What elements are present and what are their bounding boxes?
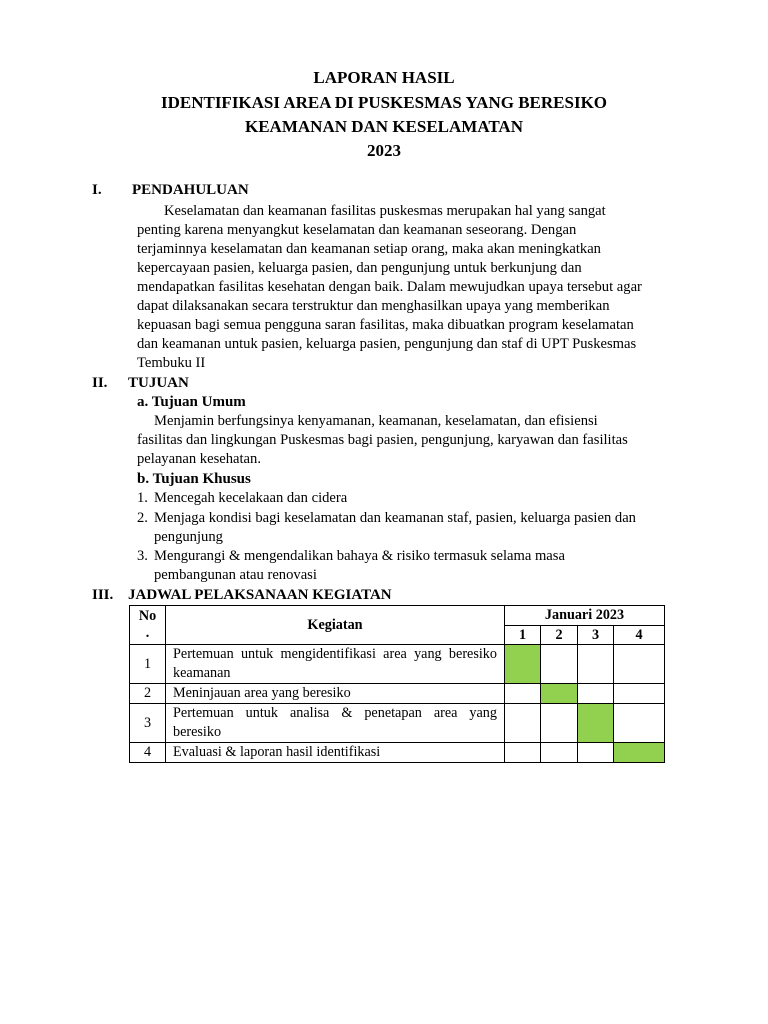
- intro-line-4: kepercayaan pasien, keluarga pasien, dan pengunjung untuk berkunjung dan: [137, 260, 582, 276]
- header-activity: Kegiatan: [166, 606, 505, 645]
- list-item-2-text-line-1: Menjaga kondisi bagi keselamatan dan keamanan staf, pasien, keluarga pasien dan: [154, 510, 636, 526]
- section-3-number: III.: [92, 587, 114, 603]
- intro-line-6: dapat dilaksanakan secara terstruktur dan menghasilkan upaya yang memberikan: [137, 298, 610, 314]
- intro-line-9: Tembuku II: [137, 355, 206, 371]
- section-3-heading: JADWAL PELAKSANAAN KEGIATAN: [128, 587, 392, 603]
- row-3-no: 3: [130, 704, 166, 743]
- intro-line-3: terjaminnya keselamatan dan keamanan setiap orang, maka akan meningkatkan: [137, 241, 601, 257]
- row-2-no: 2: [130, 684, 166, 704]
- table-row: [130, 684, 665, 704]
- header-week-3: 3: [578, 626, 614, 645]
- row-3-week-3-marker: [578, 704, 614, 743]
- intro-line-7: kepuasan bagi semua pengguna saran fasilitas, maka dibuatkan program keselamatan: [137, 317, 634, 333]
- section-2-number: II.: [92, 375, 108, 391]
- list-item-1-number: 1.: [137, 490, 148, 506]
- row-1-no: 1: [130, 645, 166, 684]
- list-item-2-text-line-2: pengunjung: [154, 529, 223, 545]
- row-2-week-1: [505, 684, 541, 704]
- report-title-year: 2023: [367, 141, 401, 160]
- row-3-week-1: [505, 704, 541, 743]
- header-no-dot: .: [145, 625, 150, 641]
- row-4-week-3: [578, 743, 614, 763]
- tujuan-umum-line-1: Menjamin berfungsinya kenyamanan, keamanan, keselamatan, dan efisiensi: [154, 413, 598, 429]
- table-header-row: [130, 606, 665, 626]
- row-4-activity: Evaluasi & laporan hasil identifikasi: [166, 743, 505, 763]
- row-2-week-2-marker: [541, 684, 578, 704]
- row-4-week-1: [505, 743, 541, 763]
- intro-line-8: dan keamanan untuk pasien, keluarga pasien, pengunjung dan staf di UPT Puskesmas: [137, 336, 637, 352]
- report-title-line-1: LAPORAN HASIL: [313, 68, 455, 87]
- tujuan-umum-line-3: pelayanan kesehatan.: [137, 451, 261, 467]
- row-4-week-2: [541, 743, 578, 763]
- section-1-number: I.: [92, 182, 102, 198]
- list-item-3-text-line-2: pembangunan atau renovasi: [154, 567, 317, 583]
- tujuan-khusus-heading: b. Tujuan Khusus: [137, 471, 251, 487]
- intro-line-1: Keselamatan dan keamanan fasilitas puskesmas merupakan hal yang sangat: [164, 203, 606, 219]
- row-3-week-2: [541, 704, 578, 743]
- intro-line-2: penting karena menyangkut keselamatan dan keamanan seseorang. Dengan: [137, 222, 577, 238]
- header-no-label: No: [138, 608, 157, 624]
- row-4-no: 4: [130, 743, 166, 763]
- row-1-activity: Pertemuan untuk mengidentifikasi area yang beresiko keamanan: [166, 645, 505, 684]
- list-item-3-text-line-1: Mengurangi & mengendalikan bahaya & risiko termasuk selama masa: [154, 548, 565, 564]
- list-item-2-number: 2.: [137, 510, 148, 526]
- intro-line-5: mendapatkan fasilitas kesehatan dengan baik. Dalam mewujudkan upaya tersebut agar: [137, 279, 642, 295]
- row-3-activity: Pertemuan untuk analisa & penetapan area yang beresiko: [166, 704, 505, 743]
- header-week-4: 4: [614, 626, 665, 645]
- row-1-week-2: [541, 645, 578, 684]
- row-1-week-3: [578, 645, 614, 684]
- row-3-week-4: [614, 704, 665, 743]
- list-item-1-text: Mencegah kecelakaan dan cidera: [154, 490, 348, 506]
- header-month: Januari 2023: [505, 606, 665, 626]
- row-1-week-4: [614, 645, 665, 684]
- report-title-line-2: IDENTIFIKASI AREA DI PUSKESMAS YANG BERESIKO: [160, 93, 608, 112]
- header-week-2: 2: [541, 626, 578, 645]
- header-week-1: 1: [505, 626, 541, 645]
- row-2-week-4: [614, 684, 665, 704]
- section-1-heading: PENDAHULUAN: [132, 182, 249, 198]
- header-no-cell: [130, 606, 166, 645]
- list-item-3-number: 3.: [137, 548, 148, 564]
- schedule-table: [129, 605, 665, 763]
- tujuan-umum-line-2: fasilitas dan lingkungan Puskesmas bagi pasien, pengunjung, karyawan dan fasilitas: [137, 432, 628, 448]
- table-row: [130, 645, 665, 684]
- tujuan-umum-heading: a. Tujuan Umum: [137, 394, 246, 410]
- table-row: [130, 704, 665, 743]
- section-2-heading: TUJUAN: [128, 375, 189, 391]
- report-title-line-3: KEAMANAN DAN KESELAMATAN: [245, 117, 523, 136]
- row-2-week-3: [578, 684, 614, 704]
- row-1-week-1-marker: [505, 645, 541, 684]
- row-4-week-4-marker: [614, 743, 665, 763]
- row-2-activity: Meninjauan area yang beresiko: [166, 684, 505, 704]
- table-row: [130, 743, 665, 763]
